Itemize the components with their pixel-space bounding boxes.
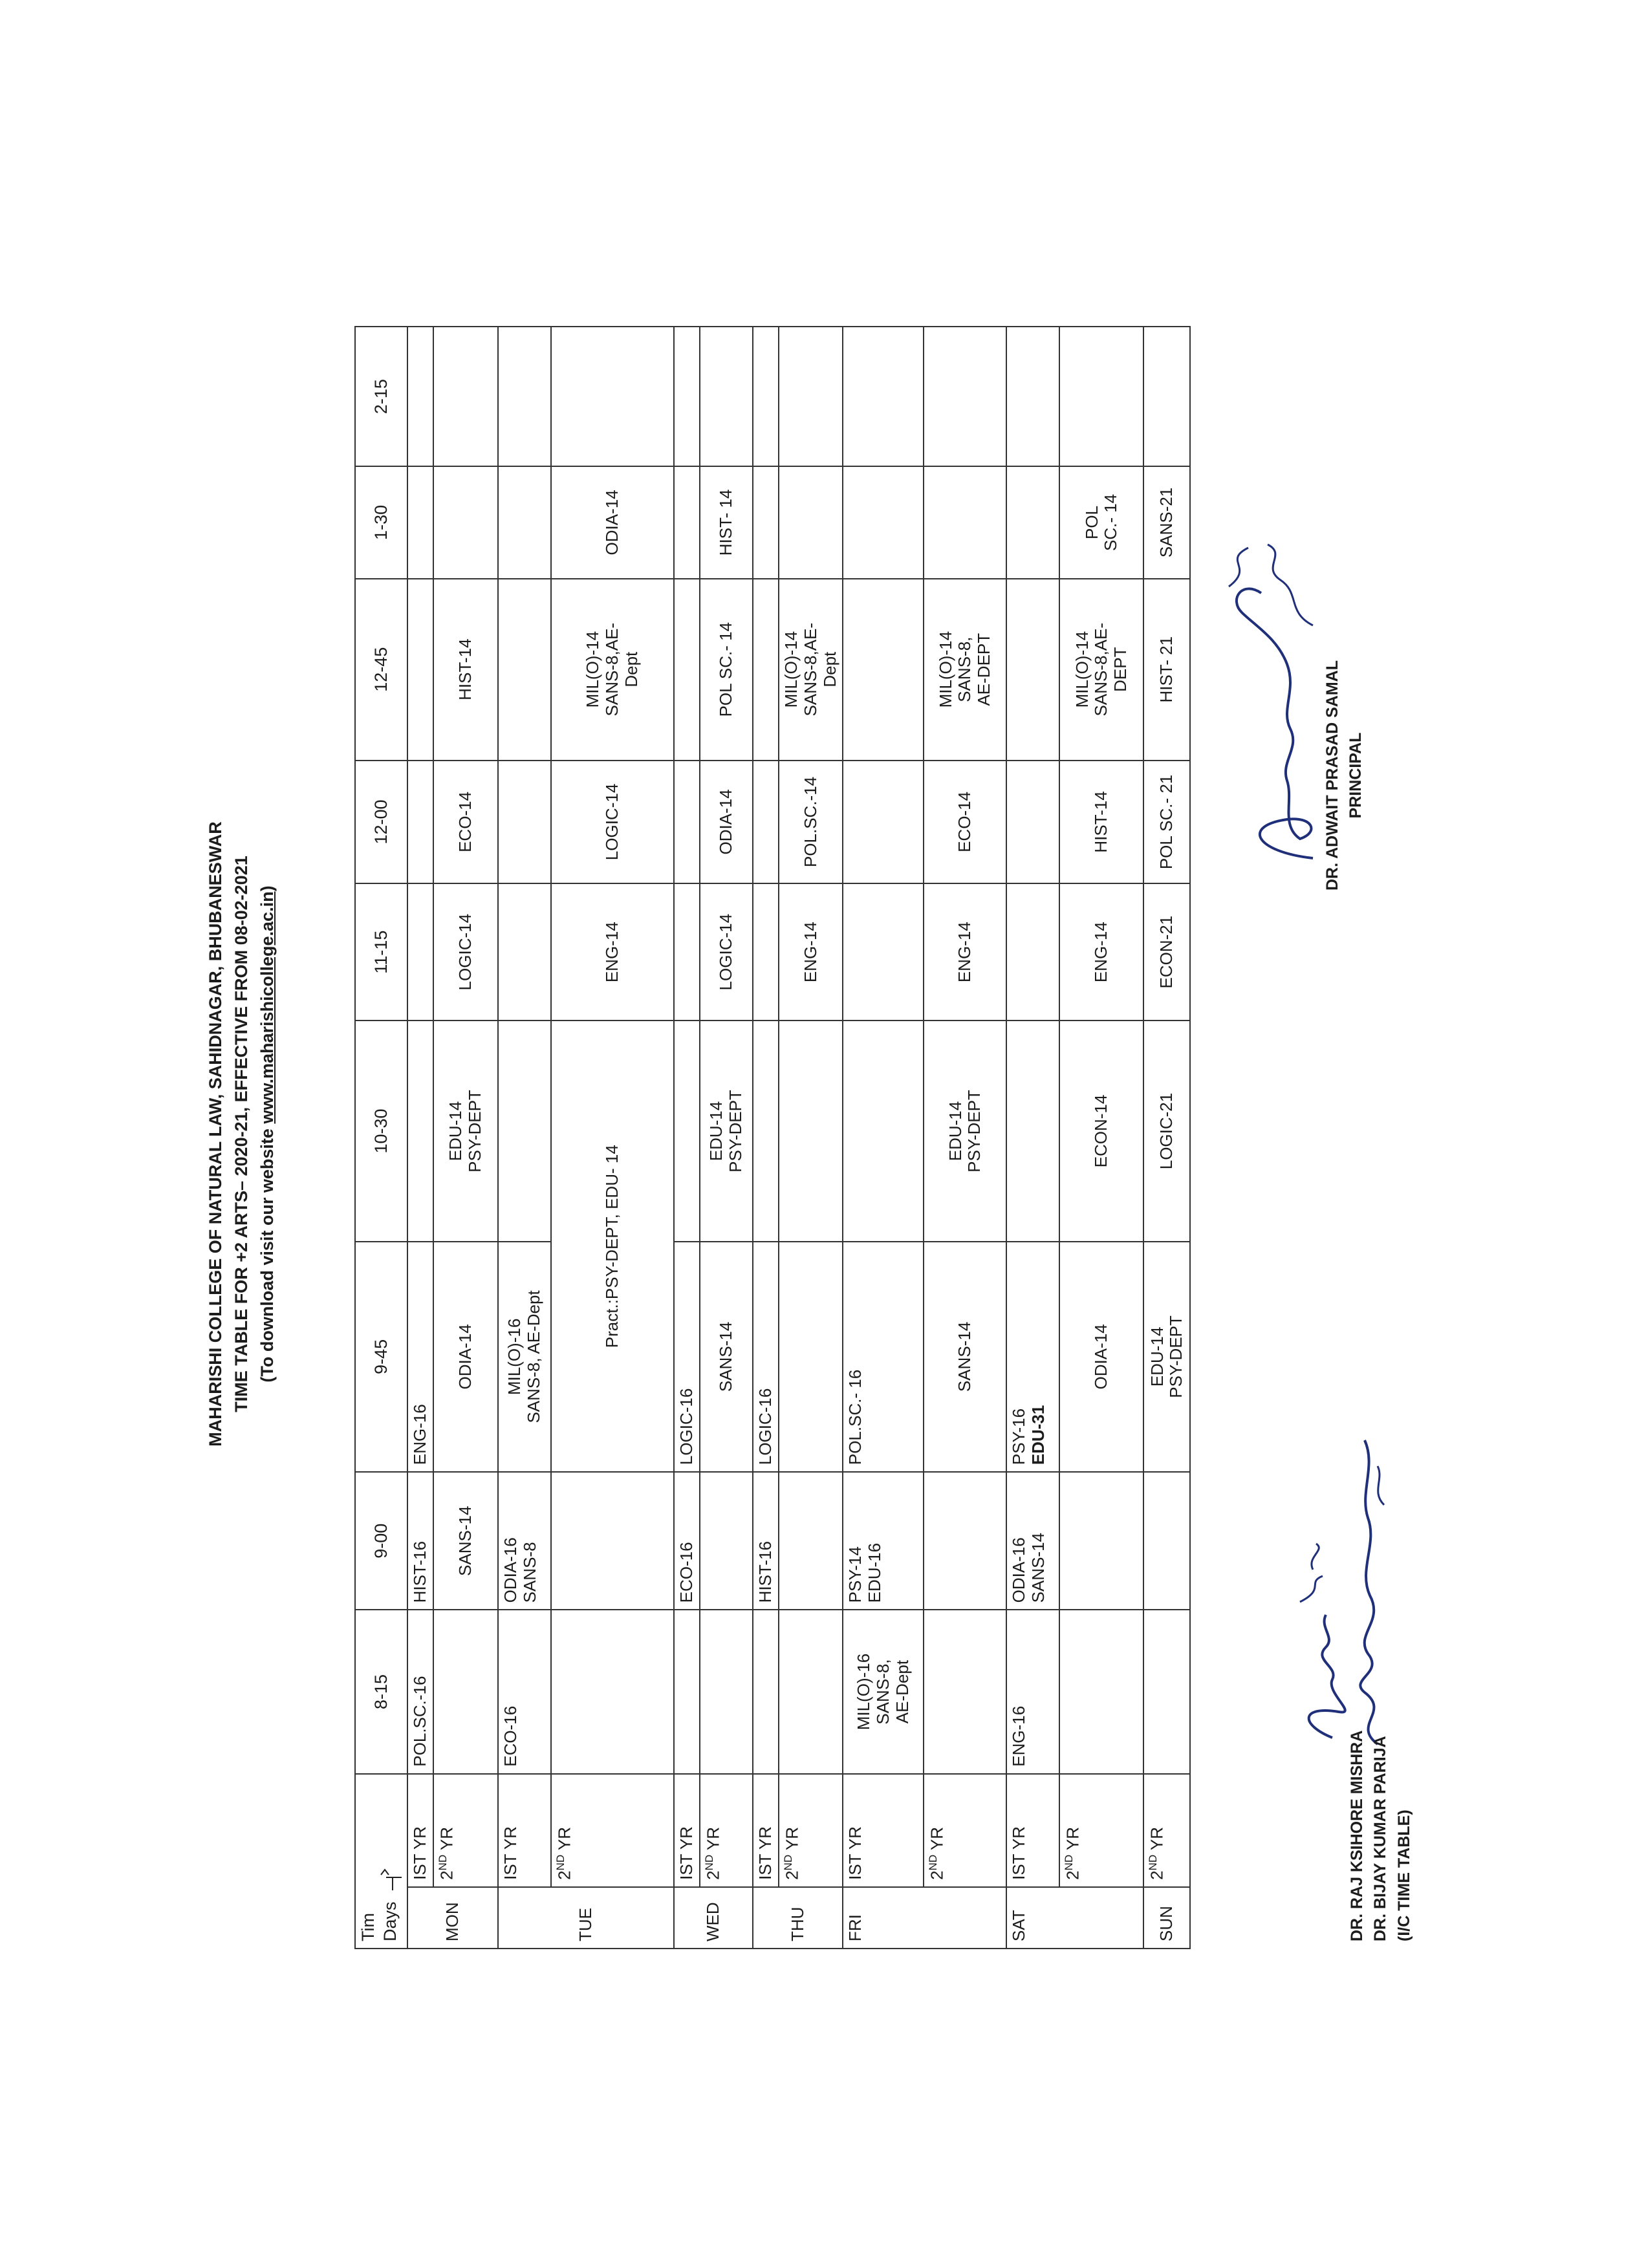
cell xyxy=(1059,1472,1143,1610)
table-row-wed-1 xyxy=(674,327,700,1949)
cell: HIST-16 xyxy=(407,1472,433,1610)
cell xyxy=(1143,1472,1190,1610)
cell: ODIA-16 SANS-14 xyxy=(1006,1472,1059,1610)
year-label: 2ND YR xyxy=(551,1774,674,1887)
handwritten-signature-left xyxy=(1287,1388,1397,1751)
table-row-sat-1 xyxy=(1006,327,1059,1949)
cell: POL SC.- 14 xyxy=(700,579,753,761)
cell: LOGIC-16 xyxy=(674,1242,700,1472)
day-sat: SAT xyxy=(1006,1887,1143,1949)
cell xyxy=(924,1472,1006,1610)
cell: EDU-14 PSY-DEPT xyxy=(700,1021,753,1241)
cell: EDU-14 PSY-DEPT xyxy=(924,1021,1006,1241)
handwritten-signature-right xyxy=(1216,535,1332,871)
cell: ODIA-16 SANS-8 xyxy=(498,1472,551,1610)
cell: MIL(O)-14 SANS-8,AE- Dept xyxy=(779,579,843,761)
cell: SANS-14 xyxy=(433,1472,498,1610)
table-row-fri-1 xyxy=(843,327,924,1949)
cell: MIL(O)-14 SANS-8,AE- DEPT xyxy=(1059,579,1143,761)
year-label: 2ND YR xyxy=(1059,1774,1143,1887)
cell: ECON-21 xyxy=(1143,883,1190,1021)
cell xyxy=(1059,1610,1143,1773)
cell: MIL(O)-16 SANS-8, AE-Dept xyxy=(498,1242,551,1472)
cell xyxy=(843,327,924,466)
cell: HIST-14 xyxy=(1059,761,1143,883)
time-12-45: 12-45 xyxy=(355,579,407,761)
cell xyxy=(433,327,498,466)
cell: ODIA-14 xyxy=(700,761,753,883)
time-12-00: 12-00 xyxy=(355,761,407,883)
cell: ODIA-14 xyxy=(1059,1242,1143,1472)
cell xyxy=(924,1610,1006,1773)
year-label: IST YR xyxy=(674,1774,700,1887)
cell xyxy=(843,883,924,1021)
cell xyxy=(1006,579,1059,761)
time-1-30: 1-30 xyxy=(355,466,407,578)
time-9-00: 9-00 xyxy=(355,1472,407,1610)
cell xyxy=(1006,1021,1059,1241)
cell xyxy=(1143,327,1190,466)
cell: LOGIC-14 xyxy=(433,883,498,1021)
left-signatories: DR. RAJ KSIHORE MISHRA DR. BIJAY KUMAR PARIJA (I/C TIME TABLE) xyxy=(1348,1730,1413,1941)
table-row-tue-1 xyxy=(498,327,551,1949)
year-label: IST YR xyxy=(753,1774,779,1887)
cell: SANS-21 xyxy=(1143,466,1190,578)
cell: EDU-14 PSY-DEPT xyxy=(1143,1242,1190,1472)
cell xyxy=(779,1610,843,1773)
cell xyxy=(498,579,551,761)
cell xyxy=(753,883,779,1021)
table-row-mon-2 xyxy=(433,327,498,1949)
table-row-mon-1 xyxy=(407,327,433,1949)
day-tue: TUE xyxy=(498,1887,674,1949)
cell xyxy=(779,466,843,578)
year-label: IST YR xyxy=(843,1774,924,1887)
cell: POL SC.- 21 xyxy=(1143,761,1190,883)
cell xyxy=(674,883,700,1021)
cell xyxy=(1059,327,1143,466)
time-2-15: 2-15 xyxy=(355,327,407,466)
arrow-icon xyxy=(378,1867,404,1893)
cell: ECO-14 xyxy=(433,761,498,883)
cell: ECON-14 xyxy=(1059,1021,1143,1241)
cell xyxy=(700,327,753,466)
time-8-15: 8-15 xyxy=(355,1610,407,1773)
cell xyxy=(433,1610,498,1773)
cell xyxy=(407,466,433,578)
cell: ENG-14 xyxy=(1059,883,1143,1021)
cell xyxy=(924,327,1006,466)
cell xyxy=(498,466,551,578)
cell: SANS-14 xyxy=(924,1242,1006,1472)
cell xyxy=(674,579,700,761)
cell xyxy=(407,761,433,883)
cell xyxy=(551,327,674,466)
cell xyxy=(753,1610,779,1773)
cell: LOGIC-14 xyxy=(551,761,674,883)
cell xyxy=(498,761,551,883)
cell xyxy=(779,327,843,466)
cell: SANS-14 xyxy=(700,1242,753,1472)
cell: MIL(O)-14 SANS-8, AE-DEPT xyxy=(924,579,1006,761)
college-title: MAHARISHI COLLEGE OF NATURAL LAW, SAHIDNAGAR, BHUBANESWAR xyxy=(206,821,225,1447)
cell xyxy=(843,761,924,883)
cell xyxy=(674,761,700,883)
cell: Pract.:PSY-DEPT, EDU- 14 xyxy=(551,1021,674,1472)
year-label: IST YR xyxy=(498,1774,551,1887)
cell xyxy=(779,1472,843,1610)
cell xyxy=(753,579,779,761)
cell xyxy=(779,1242,843,1472)
cell: ODIA-14 xyxy=(551,466,674,578)
day-mon: MON xyxy=(407,1887,498,1949)
cell xyxy=(674,466,700,578)
cell: MIL(O)-14 SANS-8,AE- Dept xyxy=(551,579,674,761)
table-row-thu-1 xyxy=(753,327,779,1949)
cell xyxy=(1006,466,1059,578)
cell: ENG-14 xyxy=(779,883,843,1021)
cell xyxy=(674,1610,700,1773)
cell xyxy=(843,1021,924,1241)
corner-cell: Tim Days xyxy=(355,1774,407,1949)
cell: LOGIC-14 xyxy=(700,883,753,1021)
time-11-15: 11-15 xyxy=(355,883,407,1021)
cell: HIST- 21 xyxy=(1143,579,1190,761)
cell xyxy=(1006,327,1059,466)
cell xyxy=(498,1021,551,1241)
cell: PSY-14 EDU-16 xyxy=(843,1472,924,1610)
cell: ECO-16 xyxy=(674,1472,700,1610)
cell: HIST-14 xyxy=(433,579,498,761)
cell: PSY-16 EDU-31 xyxy=(1006,1242,1059,1472)
cell: POL.SC.- 16 xyxy=(843,1242,924,1472)
cell xyxy=(407,1021,433,1241)
cell xyxy=(433,466,498,578)
table-row-tue-2 xyxy=(551,327,674,1949)
cell: ENG-14 xyxy=(924,883,1006,1021)
time-header-row xyxy=(355,327,407,1949)
cell: HIST-16 xyxy=(753,1472,779,1610)
table-row-thu-2 xyxy=(779,327,843,1949)
year-label: 2ND YR xyxy=(924,1774,1006,1887)
timetable-title: TIME TABLE FOR +2 ARTS– 2020-21, EFFECTIVE FROM 08-02-2021 xyxy=(232,856,251,1412)
cell xyxy=(924,466,1006,578)
cell xyxy=(407,327,433,466)
cell: ECO-16 xyxy=(498,1610,551,1773)
cell xyxy=(551,1472,674,1610)
cell xyxy=(753,466,779,578)
cell: ODIA-14 xyxy=(433,1242,498,1472)
cell xyxy=(753,1021,779,1241)
cell: EDU-14 PSY-DEPT xyxy=(433,1021,498,1241)
table-row-sat-2 xyxy=(1059,327,1143,1949)
year-label: 2ND YR xyxy=(700,1774,753,1887)
time-10-30: 10-30 xyxy=(355,1021,407,1241)
day-sun: SUN xyxy=(1143,1887,1190,1949)
cell: POL.SC.-14 xyxy=(779,761,843,883)
cell: ECO-14 xyxy=(924,761,1006,883)
cell xyxy=(407,579,433,761)
cell xyxy=(700,1472,753,1610)
cell xyxy=(843,466,924,578)
time-9-45: 9-45 xyxy=(355,1242,407,1472)
timetable xyxy=(354,326,1191,1949)
download-note: (To download visit our website www.maharishicollege.ac.in) xyxy=(257,885,277,1383)
year-label: 2ND YR xyxy=(1143,1774,1190,1887)
cell xyxy=(674,1021,700,1241)
cell xyxy=(843,579,924,761)
table-row-sun xyxy=(1143,327,1190,1949)
cell: ENG-14 xyxy=(551,883,674,1021)
cell: MIL(O)-16 SANS-8, AE-Dept xyxy=(843,1610,924,1773)
cell xyxy=(1006,883,1059,1021)
cell xyxy=(407,883,433,1021)
principal-signatory: DR. ADWAIT PRASAD SAMAL PRINCIPAL xyxy=(1323,660,1365,891)
website-link[interactable]: www.maharishicollege.ac.in xyxy=(257,891,277,1124)
cell: HIST- 14 xyxy=(700,466,753,578)
cell xyxy=(674,327,700,466)
cell xyxy=(551,1610,674,1773)
cell: ENG-16 xyxy=(407,1242,433,1472)
cell xyxy=(753,327,779,466)
year-label: IST YR xyxy=(407,1774,433,1887)
cell: POL SC.- 14 xyxy=(1059,466,1143,578)
table-row-wed-2 xyxy=(700,327,753,1949)
cell xyxy=(1143,1610,1190,1773)
day-fri: FRI xyxy=(843,1887,1006,1949)
cell xyxy=(1006,761,1059,883)
corner-days-line: Days xyxy=(378,1781,404,1941)
year-label: 2ND YR xyxy=(433,1774,498,1887)
cell: LOGIC-16 xyxy=(753,1242,779,1472)
day-wed: WED xyxy=(674,1887,753,1949)
day-thu: THU xyxy=(753,1887,843,1949)
cell xyxy=(498,327,551,466)
cell: POL.SC.-16 xyxy=(407,1610,433,1773)
cell xyxy=(700,1610,753,1773)
table-row-fri-2 xyxy=(924,327,1006,1949)
cell: ENG-16 xyxy=(1006,1610,1059,1773)
cell xyxy=(779,1021,843,1241)
cell xyxy=(498,883,551,1021)
cell xyxy=(753,761,779,883)
year-label: IST YR xyxy=(1006,1774,1059,1887)
cell: LOGIC-21 xyxy=(1143,1021,1190,1241)
year-label: 2ND YR xyxy=(779,1774,843,1887)
